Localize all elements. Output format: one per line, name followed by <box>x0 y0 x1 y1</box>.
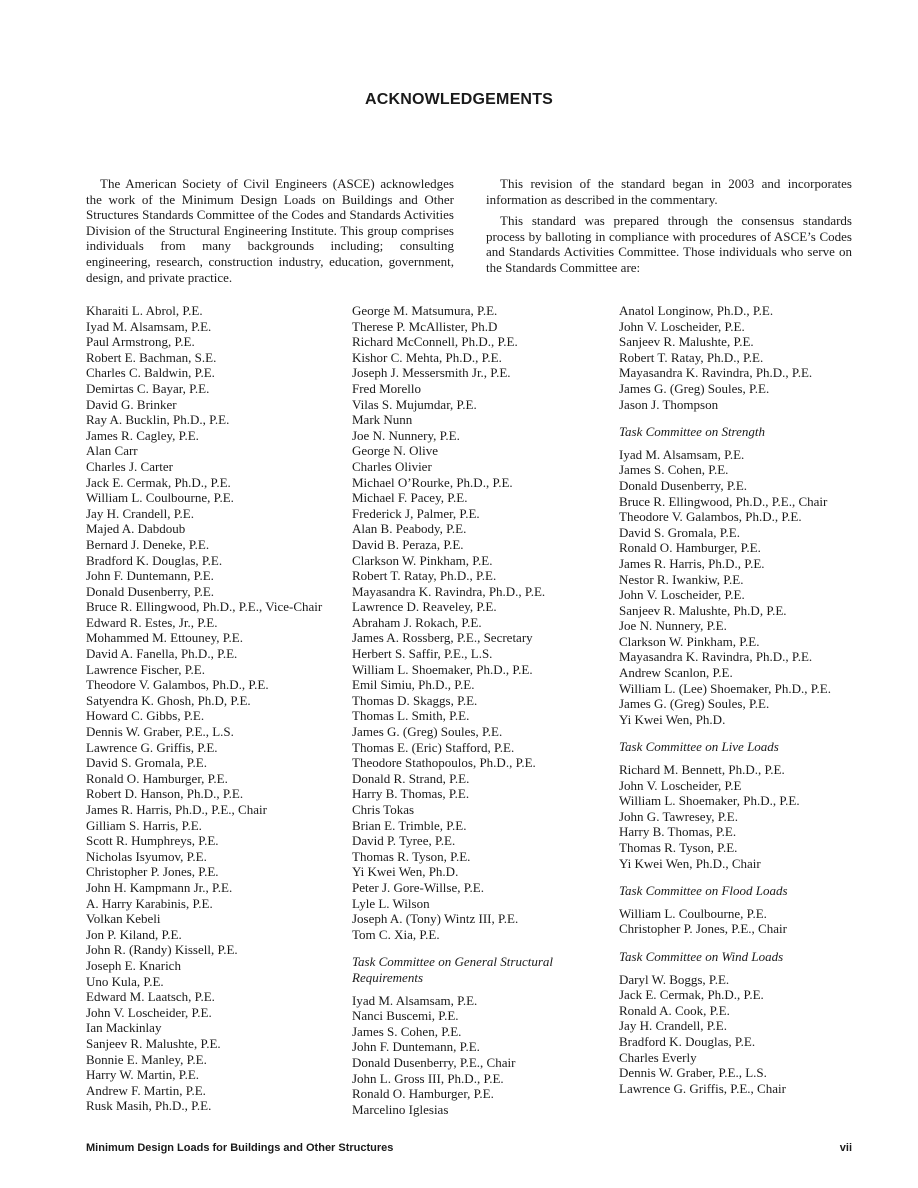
member-name: Sanjeev R. Malushte, P.E. <box>619 334 754 350</box>
member-name: Chris Tokas <box>352 802 415 817</box>
member-name: Rusk Masih, Ph.D., P.E. <box>86 1098 212 1114</box>
member-name: Fred Morello <box>352 380 421 396</box>
committee-column-2 <box>352 303 616 1117</box>
member-name: Harry B. Thomas, P.E. <box>619 824 737 840</box>
member-name: Nanci Buscemi, P.E. <box>352 1008 459 1024</box>
member-name: Mayasandra K. Ravindra, Ph.D., P.E. <box>619 649 813 665</box>
member-name: Donald R. Strand, P.E. <box>352 770 470 786</box>
member-name: Ronald O. Hamburger, P.E. <box>619 540 761 556</box>
member-name: James A. Rossberg, P.E., Secretary <box>352 630 533 646</box>
member-name: Theodore V. Galambos, Ph.D., P.E. <box>619 509 802 525</box>
member-name: Richard McConnell, Ph.D., P.E. <box>352 334 518 350</box>
member-name: Donald Dusenberry, P.E. <box>86 583 215 599</box>
member-name: Nicholas Isyumov, P.E. <box>86 848 207 864</box>
member-name: Robert T. Ratay, Ph.D., P.E. <box>619 349 764 365</box>
member-name: Donald Dusenberry, P.E., Chair <box>352 1054 516 1070</box>
member-name: William L. (Lee) Shoemaker, Ph.D., P.E. <box>619 680 831 696</box>
member-name: Lawrence D. Reaveley, P.E. <box>352 599 497 615</box>
member-name: John G. Tawresey, P.E. <box>619 808 738 824</box>
heading-line: Requirements <box>352 969 423 985</box>
member-name: Vilas S. Mujumdar, P.E. <box>352 396 477 412</box>
member-name: James G. (Greg) Soules, P.E. <box>352 724 503 740</box>
committee-members-list <box>619 303 871 412</box>
member-name: Jack E. Cermak, Ph.D., P.E. <box>619 987 764 1003</box>
member-name: Sanjeev R. Malushte, Ph.D, P.E. <box>619 602 787 618</box>
heading-line: Task Committee on General Structural <box>352 954 554 970</box>
member-name: Thomas D. Skaggs, P.E. <box>352 692 478 708</box>
member-name: Tom C. Xia, P.E. <box>352 926 440 942</box>
member-name: Satyendra K. Ghosh, Ph.D, P.E. <box>86 692 251 708</box>
member-name: Bernard J. Deneke, P.E. <box>86 536 210 552</box>
member-name: George N. Olive <box>352 443 439 459</box>
member-name: Jason J. Thompson <box>619 396 719 412</box>
member-name: Jay H. Crandell, P.E. <box>619 1018 727 1034</box>
member-name: Nestor R. Iwankiw, P.E. <box>619 571 744 587</box>
member-name: Iyad M. Alsamsam, P.E. <box>619 446 745 462</box>
member-name: Herbert S. Saffir, P.E., L.S. <box>352 646 493 662</box>
member-name: Yi Kwei Wen, Ph.D. <box>619 711 726 727</box>
intro-paragraph: This standard was prepared through the consensus standards process by balloting in compliance with procedures of ASCE’s Codes and Standards Activities Committee. Those individuals who serve on the Standards Committee are: <box>486 213 852 275</box>
member-name: Uno Kula, P.E. <box>86 973 164 989</box>
member-name: John F. Duntemann, P.E. <box>86 568 214 584</box>
member-name: Christopher P. Jones, P.E. <box>86 864 219 880</box>
member-name: Joseph J. Messersmith Jr., P.E. <box>352 365 511 381</box>
task-committee-heading-general-structural <box>352 954 616 985</box>
member-name: John H. Kampmann Jr., P.E. <box>86 879 233 895</box>
general-structural-members-list <box>352 993 616 1118</box>
strength-members-list <box>619 447 871 728</box>
member-name: Thomas E. (Eric) Stafford, P.E. <box>352 739 515 755</box>
member-name: Theodore V. Galambos, Ph.D., P.E. <box>86 677 269 693</box>
member-name: John V. Loscheider, P.E <box>619 777 742 793</box>
intro-paragraph: The American Society of Civil Engineers (ASCE) acknowledges the work of the Minimum Design Loads on Buildings and Other Structures Standards Committee of the Codes and Standards Activities Division of the Structural Engineering Institute. This group comprises individuals from many backgrounds including; consulting engineering, research, construction industry, education, government, design, and private practice. <box>86 176 454 285</box>
member-name: Ronald O. Hamburger, P.E. <box>352 1086 494 1102</box>
member-name: Dennis W. Graber, P.E., L.S. <box>86 724 234 740</box>
member-name: John V. Loscheider, P.E. <box>619 318 745 334</box>
member-name: Charles J. Carter <box>86 458 174 474</box>
member-name: Gilliam S. Harris, P.E. <box>86 817 202 833</box>
member-name: Lawrence G. Griffis, P.E. <box>86 739 218 755</box>
member-name: Demirtas C. Bayar, P.E. <box>86 380 210 396</box>
member-name: Bradford K. Douglas, P.E. <box>86 552 223 568</box>
member-name: Michael F. Pacey, P.E. <box>352 490 468 506</box>
member-name: Howard C. Gibbs, P.E. <box>86 708 205 724</box>
member-name: David S. Gromala, P.E. <box>619 524 740 540</box>
member-name: Andrew F. Martin, P.E. <box>86 1082 206 1098</box>
member-name: Bruce R. Ellingwood, Ph.D., P.E., Vice-Chair <box>86 599 323 615</box>
member-name: Thomas R. Tyson, P.E. <box>352 848 471 864</box>
member-name: David A. Fanella, Ph.D., P.E. <box>86 646 238 662</box>
member-name: Jack E. Cermak, Ph.D., P.E. <box>86 474 231 490</box>
member-name: Paul Armstrong, P.E. <box>86 334 195 350</box>
intro-right-column <box>486 176 852 282</box>
footer-page-number: vii <box>839 1142 852 1154</box>
member-name: Joe N. Nunnery, P.E. <box>619 618 727 634</box>
member-name: Mayasandra K. Ravindra, Ph.D., P.E. <box>619 365 813 381</box>
member-name: Brian E. Trimble, P.E. <box>352 817 467 833</box>
member-name: John L. Gross III, Ph.D., P.E. <box>352 1070 504 1086</box>
member-name: Christopher P. Jones, P.E., Chair <box>619 921 787 937</box>
member-name: James R. Cagley, P.E. <box>86 427 199 443</box>
member-name: Abraham J. Rokach, P.E. <box>352 614 482 630</box>
member-name: Joseph A. (Tony) Wintz III, P.E. <box>352 911 519 927</box>
page-title: ACKNOWLEDGEMENTS <box>364 91 554 108</box>
member-name: Clarkson W. Pinkham, P.E. <box>352 552 493 568</box>
member-name: William L. Coulbourne, P.E. <box>86 490 234 506</box>
member-name: Iyad M. Alsamsam, P.E. <box>352 992 478 1008</box>
member-name: David P. Tyree, P.E. <box>352 833 456 849</box>
member-name: James S. Cohen, P.E. <box>352 1023 462 1039</box>
member-name: James S. Cohen, P.E. <box>619 462 729 478</box>
footer-publication-title: Minimum Design Loads for Buildings and Other Structures <box>86 1142 394 1154</box>
member-name: Bradford K. Douglas, P.E. <box>619 1033 756 1049</box>
member-name: Robert D. Hanson, Ph.D., P.E. <box>86 786 244 802</box>
member-name: Joseph E. Knarich <box>86 957 181 973</box>
member-name: Clarkson W. Pinkham, P.E. <box>619 633 760 649</box>
member-name: Kharaiti L. Abrol, P.E. <box>86 303 203 318</box>
task-committee-heading-live-loads: Task Committee on Live Loads <box>619 739 779 755</box>
member-name: James G. (Greg) Soules, P.E. <box>619 696 770 712</box>
member-name: Ian Mackinlay <box>86 1020 162 1036</box>
wind-loads-members-list <box>619 972 871 1097</box>
member-name: Michael O’Rourke, Ph.D., P.E. <box>352 474 513 490</box>
member-name: Donald Dusenberry, P.E. <box>619 477 748 493</box>
member-name: Charles C. Baldwin, P.E. <box>86 365 215 381</box>
member-name: George M. Matsumura, P.E. <box>352 303 498 318</box>
member-name: Bonnie E. Manley, P.E. <box>86 1051 207 1067</box>
member-name: William L. Coulbourne, P.E. <box>619 905 767 921</box>
member-name: John V. Loscheider, P.E. <box>86 1004 212 1020</box>
intro-left-column <box>86 176 454 291</box>
member-name: Robert E. Bachman, S.E. <box>86 349 217 365</box>
member-name: James G. (Greg) Soules, P.E. <box>619 380 770 396</box>
member-name: Charles Everly <box>619 1049 697 1065</box>
member-name: Ray A. Bucklin, Ph.D., P.E. <box>86 412 230 428</box>
member-name: Andrew Scanlon, P.E. <box>619 665 733 681</box>
member-name: Yi Kwei Wen, Ph.D., Chair <box>619 855 761 871</box>
member-name: James R. Harris, Ph.D., P.E. <box>619 555 765 571</box>
member-name: Charles Olivier <box>352 458 432 474</box>
member-name: Sanjeev R. Malushte, P.E. <box>86 1035 221 1051</box>
member-name: Volkan Kebeli <box>86 911 161 927</box>
member-name: Jay H. Crandell, P.E. <box>86 505 194 521</box>
intro-paragraph: This revision of the standard began in 2003 and incorporates information as described in the commentary. <box>486 176 852 207</box>
member-name: Edward R. Estes, Jr., P.E. <box>86 614 218 630</box>
member-name: David G. Brinker <box>86 396 177 412</box>
member-name: Mark Nunn <box>352 412 413 428</box>
member-name: Thomas L. Smith, P.E. <box>352 708 470 724</box>
flood-loads-members-list <box>619 906 871 937</box>
member-name: Daryl W. Boggs, P.E. <box>619 971 730 987</box>
member-name: Emil Simiu, Ph.D., P.E. <box>352 677 475 693</box>
member-name: Lawrence Fischer, P.E. <box>86 661 205 677</box>
member-name: Therese P. McAllister, Ph.D <box>352 318 498 334</box>
member-name: David B. Peraza, P.E. <box>352 536 464 552</box>
member-name: Thomas R. Tyson, P.E. <box>619 840 738 855</box>
member-name: Anatol Longinow, Ph.D., P.E. <box>619 303 774 318</box>
member-name: Lyle L. Wilson <box>352 895 430 911</box>
member-name: Yi Kwei Wen, Ph.D. <box>352 864 459 880</box>
committee-members-list <box>352 303 616 942</box>
member-name: Robert T. Ratay, Ph.D., P.E. <box>352 568 497 584</box>
committee-column-3 <box>619 303 871 1096</box>
task-committee-heading-flood-loads: Task Committee on Flood Loads <box>619 883 788 899</box>
member-name: William L. Shoemaker, Ph.D., P.E. <box>352 661 533 677</box>
member-name: A. Harry Karabinis, P.E. <box>86 895 213 911</box>
member-name: Joe N. Nunnery, P.E. <box>352 427 460 443</box>
member-name: Marcelino Iglesias <box>352 1101 449 1117</box>
member-name: Alan Carr <box>86 443 138 459</box>
member-name: Harry W. Martin, P.E. <box>86 1067 200 1083</box>
member-name: Scott R. Humphreys, P.E. <box>86 833 219 849</box>
member-name: Alan B. Peabody, P.E. <box>352 521 467 537</box>
member-name: John R. (Randy) Kissell, P.E. <box>86 942 238 958</box>
member-name: Edward M. Laatsch, P.E. <box>86 989 215 1005</box>
member-name: Frederick J, Palmer, P.E. <box>352 505 480 521</box>
member-name: Theodore Stathopoulos, Ph.D., P.E. <box>352 755 536 771</box>
member-name: William L. Shoemaker, Ph.D., P.E. <box>619 793 800 809</box>
live-loads-members-list <box>619 762 871 871</box>
member-name: Ronald A. Cook, P.E. <box>619 1002 730 1018</box>
member-name: John F. Duntemann, P.E. <box>352 1039 480 1055</box>
committee-column-1 <box>86 303 348 1114</box>
member-name: Iyad M. Alsamsam, P.E. <box>86 318 212 334</box>
task-committee-heading-strength: Task Committee on Strength <box>619 424 766 440</box>
member-name: James R. Harris, Ph.D., P.E., Chair <box>86 802 267 817</box>
member-name: Dennis W. Graber, P.E., L.S. <box>619 1065 767 1081</box>
member-name: Mohammed M. Ettouney, P.E. <box>86 630 243 646</box>
member-name: Mayasandra K. Ravindra, Ph.D., P.E. <box>352 583 546 599</box>
member-name: Majed A. Dabdoub <box>86 521 186 537</box>
member-name: Richard M. Bennett, Ph.D., P.E. <box>619 762 785 778</box>
member-name: Bruce R. Ellingwood, Ph.D., P.E., Chair <box>619 493 828 509</box>
member-name: Jon P. Kiland, P.E. <box>86 926 182 942</box>
member-name: John V. Loscheider, P.E. <box>619 587 745 603</box>
member-name: David S. Gromala, P.E. <box>86 755 207 771</box>
member-name: Ronald O. Hamburger, P.E. <box>86 770 228 786</box>
member-name: Lawrence G. Griffis, P.E., Chair <box>619 1080 786 1096</box>
task-committee-heading-wind-loads: Task Committee on Wind Loads <box>619 948 784 964</box>
member-name: Harry B. Thomas, P.E. <box>352 786 470 802</box>
member-name: Peter J. Gore-Willse, P.E. <box>352 879 484 895</box>
member-name: Kishor C. Mehta, Ph.D., P.E. <box>352 349 502 365</box>
